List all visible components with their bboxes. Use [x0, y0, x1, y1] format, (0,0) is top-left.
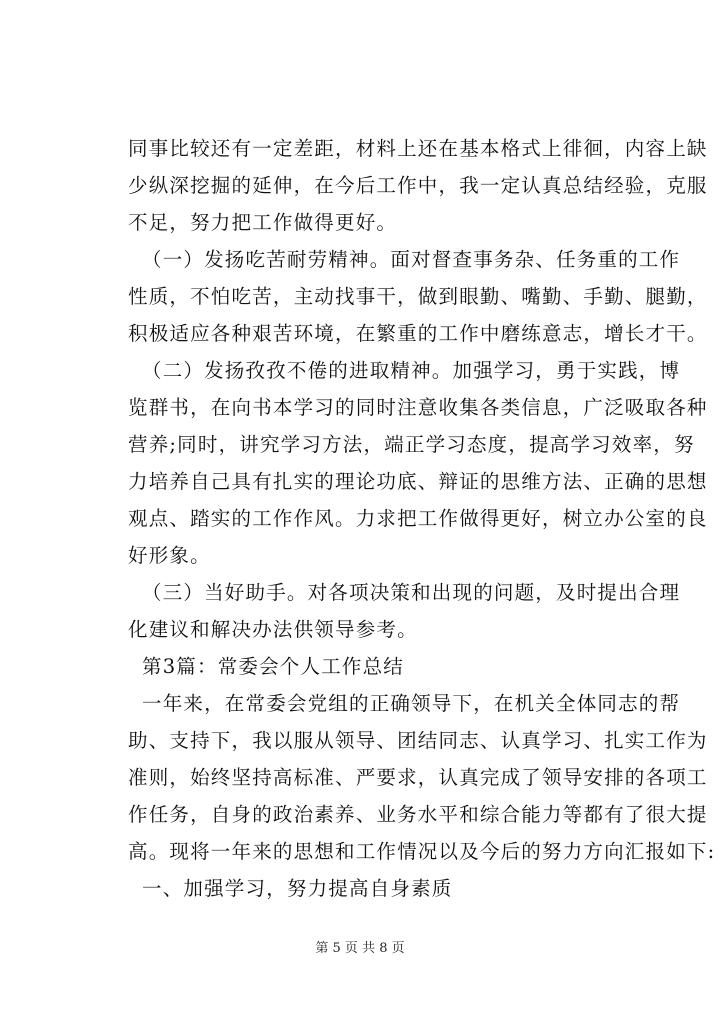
text-line: 不足，努力把工作做得更好。 [128, 211, 398, 234]
paragraph-heading-3: （三）当好助手。对各项决策和出现的问题，及时提出合理 [142, 581, 681, 604]
text-line: 营养;同时，讲究学习方法，端正学习态度，提高学习效率，努 [128, 433, 695, 456]
document-body [128, 130, 716, 907]
paragraph-heading-1: （一）发扬吃苦耐劳精神。面对督查事务杂、任务重的工作 [142, 248, 681, 271]
text-line: 助、支持下，我以服从领导、团结同志、认真学习、扎实工作为 [128, 729, 708, 752]
paragraph-heading-2: （二）发扬孜孜不倦的进取精神。加强学习，勇于实践，博 [142, 359, 681, 382]
text-line: 少纵深挖掘的延伸，在今后工作中，我一定认真总结经验，克服 [128, 174, 708, 197]
text-line: 同事比较还有一定差距，材料上还在基本格式上徘徊，内容上缺 [128, 137, 708, 160]
text-line: 作任务，自身的政治素养、业务水平和综合能力等都有了很大提 [128, 803, 708, 826]
text-line: 一年来，在常委会党组的正确领导下，在机关全体同志的帮 [142, 692, 681, 715]
text-line: 性质，不怕吃苦，主动找事干，做到眼勤、嘴勤、手勤、腿勤， [128, 285, 708, 308]
text-line: 化建议和解决办法供领导参考。 [128, 618, 418, 641]
text-line: 览群书，在向书本学习的同时注意收集各类信息，广泛吸取各种 [128, 396, 708, 419]
section-title: 第3篇：常委会个人工作总结 [142, 655, 405, 678]
text-line: 好形象。 [128, 544, 211, 567]
text-line: 积极适应各种艰苦环境，在繁重的工作中磨练意志，增长才干。 [128, 322, 708, 345]
text-line: 高。现将一年来的思想和工作情况以及今后的努力方向汇报如下: [128, 840, 716, 863]
text-line: 准则，始终坚持高标准、严要求，认真完成了领导安排的各项工 [128, 766, 708, 789]
text-line: 观点、踏实的工作作风。力求把工作做得更好，树立办公室的良 [128, 507, 708, 530]
text-line: 力培养自己具有扎实的理论功底、辩证的思维方法、正确的思想 [128, 470, 708, 493]
subsection-heading: 一、加强学习，努力提高自身素质 [142, 877, 453, 900]
page-footer: 第 5 页 共 8 页 [315, 941, 405, 956]
